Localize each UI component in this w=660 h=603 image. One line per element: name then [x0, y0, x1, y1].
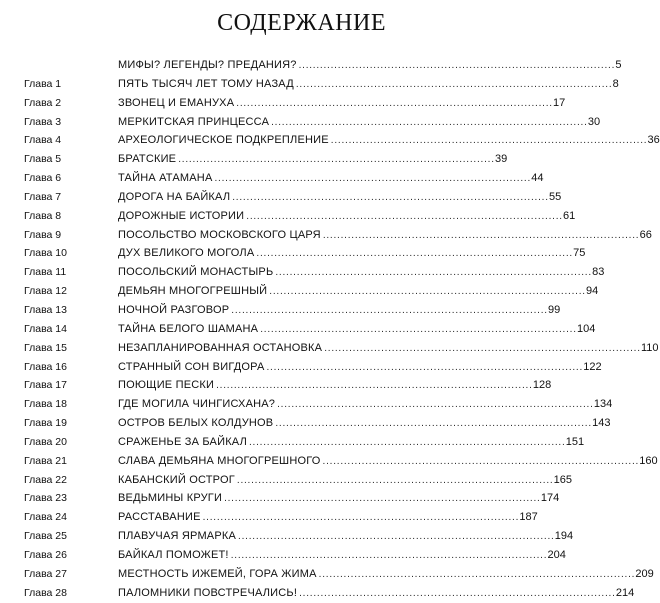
- entry-title: СТРАННЫЙ СОН ВИГДОРА: [118, 360, 265, 373]
- entry-title: ПОСОЛЬСКИЙ МОНАСТЫРЬ: [118, 266, 274, 279]
- toc-entry[interactable]: [24, 339, 659, 358]
- chapter-label: Глава 16: [24, 360, 67, 373]
- toc-entry[interactable]: [24, 452, 658, 471]
- entry-title: СЛАВА ДЕМЬЯНА МНОГОГРЕШНОГО: [118, 454, 321, 467]
- dot-leader: [237, 472, 552, 491]
- toc-entry[interactable]: [24, 244, 586, 263]
- toc-entry[interactable]: [24, 188, 562, 207]
- toc-entry[interactable]: [24, 113, 601, 132]
- toc-entry[interactable]: [24, 489, 560, 508]
- entry-title: ТАЙНА АТАМАНА: [118, 172, 213, 185]
- chapter-label: Глава 22: [24, 473, 67, 486]
- page-number: 204: [547, 548, 566, 561]
- page-number: 39: [494, 153, 508, 166]
- entry-title: РАССТАВАНИЕ: [118, 511, 201, 524]
- chapter-label: Глава 10: [24, 247, 67, 260]
- toc-entry[interactable]: [24, 226, 652, 245]
- dot-leader: [249, 434, 564, 453]
- toc-entry[interactable]: [24, 527, 574, 546]
- page-number: 160: [639, 454, 658, 467]
- chapter-label: Глава 19: [24, 417, 67, 430]
- dot-leader: [238, 528, 553, 547]
- toc-entry[interactable]: [24, 565, 654, 584]
- dot-leader: [231, 547, 546, 566]
- page-number: 61: [563, 209, 576, 222]
- table-of-contents: [24, 56, 660, 602]
- page-number: 94: [586, 285, 599, 298]
- toc-entry[interactable]: [24, 169, 544, 188]
- page-number: 8: [612, 77, 619, 90]
- page-number: 36: [647, 134, 660, 147]
- page-number: 44: [531, 172, 544, 185]
- page-number: 143: [592, 417, 611, 430]
- dot-leader: [267, 359, 582, 378]
- toc-entry[interactable]: [24, 546, 566, 565]
- page-number: 83: [592, 266, 605, 279]
- entry-title: НЕЗАПЛАНИРОВАННАЯ ОСТАНОВКА: [118, 341, 323, 354]
- chapter-label: Глава 6: [24, 172, 62, 185]
- chapter-label: Глава 23: [24, 492, 67, 505]
- entry-title: ГДЕ МОГИЛА ЧИНГИСХАНА?: [118, 398, 276, 411]
- entry-title: ПАЛОМНИКИ ПОВСТРЕЧАЛИСЬ!: [118, 586, 298, 599]
- chapter-label: Глава 21: [24, 454, 67, 467]
- page-number: 30: [587, 115, 601, 128]
- entry-title: ДОРОГА НА БАЙКАЛ: [118, 190, 231, 203]
- chapter-label: Глава 12: [24, 285, 67, 298]
- chapter-label: Глава 15: [24, 341, 67, 354]
- entry-title: КАБАНСКИЙ ОСТРОГ: [118, 473, 235, 486]
- dot-leader: [231, 302, 546, 321]
- dot-leader: [269, 283, 584, 302]
- entry-title: ВЕДЬМИНЫ КРУГИ: [118, 492, 223, 505]
- page-number: 187: [519, 511, 538, 524]
- entry-title: МИФЫ? ЛЕГЕНДЫ? ПРЕДАНИЯ?: [118, 59, 297, 71]
- entry-title: МЕРКИТСКАЯ ПРИНЦЕССА: [118, 115, 270, 128]
- toc-entry[interactable]: [24, 471, 573, 490]
- entry-title: ПЛАВУЧАЯ ЯРМАРКА: [118, 530, 237, 543]
- page-number: 5: [615, 59, 622, 71]
- dot-leader: [319, 566, 634, 585]
- page-number: 209: [635, 567, 654, 580]
- chapter-label: Глава 7: [24, 190, 62, 203]
- chapter-label: Глава 25: [24, 530, 67, 543]
- page-number: 66: [639, 228, 652, 241]
- chapter-label: Глава 9: [24, 228, 62, 241]
- page-number: 194: [554, 530, 574, 543]
- dot-leader: [299, 57, 614, 76]
- chapter-label: Глава 8: [24, 209, 62, 222]
- page-number: 134: [593, 398, 613, 411]
- chapter-label: Глава 14: [24, 322, 67, 335]
- toc-entry[interactable]: [24, 433, 585, 452]
- dot-leader: [331, 132, 646, 151]
- entry-title: ДОРОЖНЫЕ ИСТОРИИ: [118, 209, 245, 222]
- dot-leader: [323, 227, 638, 246]
- dot-leader: [256, 245, 571, 264]
- page-title: СОДЕРЖАНИЕ: [217, 10, 386, 36]
- toc-entry[interactable]: [24, 376, 552, 395]
- dot-leader: [323, 453, 638, 472]
- toc-entry[interactable]: [24, 414, 611, 433]
- entry-title: СРАЖЕНЬЕ ЗА БАЙКАЛ: [118, 435, 247, 448]
- page-number: 110: [640, 341, 659, 354]
- dot-leader: [224, 490, 539, 509]
- page-number: 128: [532, 379, 552, 392]
- dot-leader: [236, 95, 551, 114]
- page-number: 214: [615, 586, 635, 599]
- dot-leader: [232, 189, 547, 208]
- page-number: 104: [576, 322, 596, 335]
- dot-leader: [275, 264, 590, 283]
- entry-title: ДУХ ВЕЛИКОГО МОГОЛА: [118, 247, 255, 260]
- dot-leader: [178, 151, 493, 170]
- entry-title: ПЯТЬ ТЫСЯЧ ЛЕТ ТОМУ НАЗАД: [118, 77, 294, 90]
- entry-title: ЗВОНЕЦ И ЕМАНУХА: [118, 96, 235, 109]
- dot-leader: [216, 377, 531, 396]
- chapter-label: Глава 28: [24, 586, 67, 599]
- dot-leader: [271, 114, 586, 133]
- toc-entry[interactable]: [24, 282, 599, 301]
- page-number: 17: [553, 96, 566, 109]
- dot-leader: [203, 509, 518, 528]
- page-number: 174: [540, 492, 560, 505]
- toc-entry[interactable]: [24, 358, 602, 377]
- dot-leader: [214, 170, 529, 189]
- dot-leader: [324, 340, 639, 359]
- chapter-label: Глава 11: [24, 266, 67, 279]
- dot-leader: [260, 321, 575, 340]
- chapter-label: Глава 24: [24, 511, 67, 524]
- entry-title: БАЙКАЛ ПОМОЖЕТ!: [118, 548, 229, 561]
- toc-entry[interactable]: [24, 395, 613, 414]
- dot-leader: [246, 208, 561, 227]
- toc-entry[interactable]: [24, 508, 538, 527]
- toc-entry[interactable]: [24, 301, 561, 320]
- entry-title: МЕСТНОСТЬ ИЖЕМЕЙ, ГОРА ЖИМА: [118, 567, 317, 580]
- entry-title: ПОСОЛЬСТВО МОСКОВСКОГО ЦАРЯ: [118, 228, 321, 241]
- entry-title: БРАТСКИЕ: [118, 153, 177, 166]
- toc-entry[interactable]: [24, 320, 596, 339]
- chapter-label: Глава 4: [24, 134, 62, 147]
- entry-title: ПОЮЩИЕ ПЕСКИ: [118, 379, 215, 392]
- toc-entry[interactable]: [24, 263, 605, 282]
- page-number: 122: [583, 360, 602, 373]
- entry-title: ДЕМЬЯН МНОГОГРЕШНЫЙ: [118, 285, 268, 298]
- chapter-label: Глава 27: [24, 567, 67, 580]
- page-number: 55: [549, 190, 562, 203]
- toc-entry[interactable]: [24, 131, 660, 150]
- chapter-label: Глава 1: [24, 77, 62, 90]
- entry-title: АРХЕОЛОГИЧЕСКОЕ ПОДКРЕПЛЕНИЕ: [118, 134, 329, 147]
- dot-leader: [296, 76, 611, 95]
- page-number: 75: [573, 247, 586, 260]
- dot-leader: [277, 396, 592, 415]
- toc-entry[interactable]: [24, 584, 635, 603]
- chapter-label: Глава 18: [24, 398, 67, 411]
- page-number: 165: [553, 473, 573, 486]
- toc-entry[interactable]: [24, 150, 508, 169]
- toc-entry[interactable]: [24, 207, 576, 226]
- toc-entry[interactable]: [24, 56, 622, 75]
- chapter-label: Глава 3: [24, 115, 62, 128]
- chapter-label: Глава 2: [24, 96, 62, 109]
- entry-title: НОЧНОЙ РАЗГОВОР: [118, 303, 230, 316]
- chapter-label: Глава 17: [24, 379, 67, 392]
- dot-leader: [299, 585, 614, 603]
- chapter-label: Глава 13: [24, 303, 67, 316]
- dot-leader: [275, 415, 590, 434]
- chapter-label: Глава 20: [24, 435, 67, 448]
- chapter-label: Глава 5: [24, 153, 62, 166]
- page-number: 151: [565, 435, 585, 448]
- chapter-label: Глава 26: [24, 548, 67, 561]
- toc-entry[interactable]: [24, 75, 619, 94]
- toc-entry[interactable]: [24, 94, 566, 113]
- entry-title: ТАЙНА БЕЛОГО ШАМАНА: [118, 322, 259, 335]
- page-number: 99: [548, 303, 561, 316]
- entry-title: ОСТРОВ БЕЛЫХ КОЛДУНОВ: [118, 417, 274, 430]
